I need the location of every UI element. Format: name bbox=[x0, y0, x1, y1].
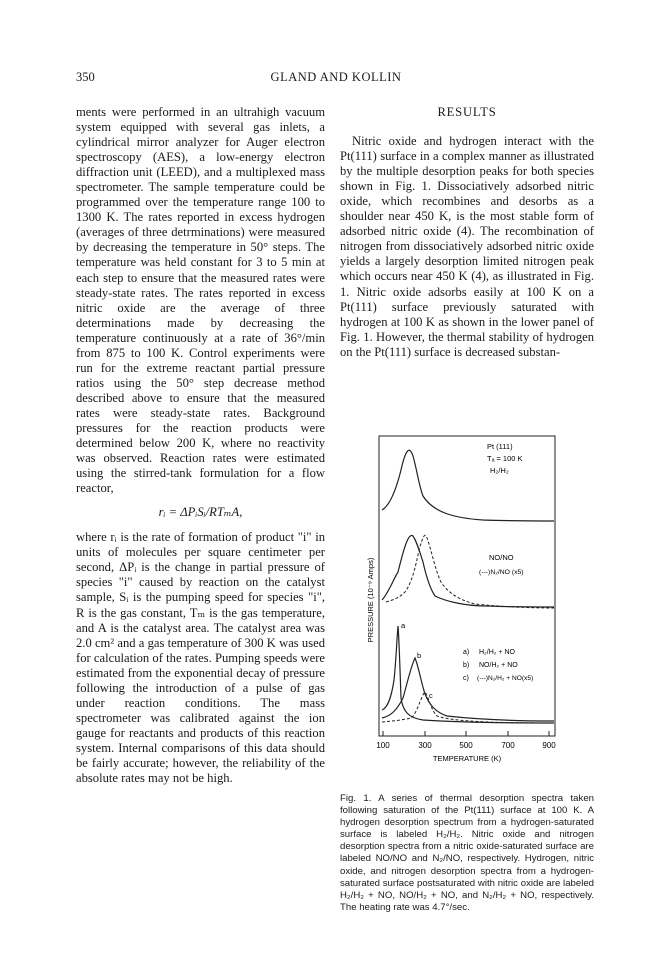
y-axis-label: PRESSURE (10⁻⁹ Amps) bbox=[366, 557, 375, 643]
legend-entry-a: H₂/H₂ + NO bbox=[479, 649, 515, 656]
figure-caption: Fig. 1. A series of thermal desorption spectra taken following saturation of the Pt(111) surface at 100 K. A hydrogen desorption spectrum from a hydrogen-saturated surface is labeled H₂/H₂. Nitric oxide and nitrogen desorption spectra from a nitric oxide-saturated surface are labeled NO/NO and N₂/NO, respectively. Hydrogen, nitric oxide, and nitrogen desorption spectra from a hydrogen-saturated surface postsaturated with nitric oxide are labeled H₂/H₂ + NO, NO/H₂ + NO, and N₂/H₂ + NO, respectively. The heating rate was 4.7°/sec. bbox=[340, 793, 594, 913]
curve-b-label: b bbox=[417, 651, 422, 660]
legend-key-c: c) bbox=[463, 675, 469, 682]
left-column bbox=[76, 105, 325, 786]
methods-paragraph: ments were performed in an ultrahigh vacuum system equipped with several gas inlets, a cylindrical mirror analyzer for Auger electron spectroscopy (AES), a low-energy electron diffraction unit (LEED), and a multiplexed mass spectrometer. The sample temperature could be programmed over the temperature range 100 to 1300 K. The rates reported in excess hydrogen (averages of three detrminations) were measured by decreasing the temperature in 50° steps. The temperature was held constant for 3 to 5 min at each step to ensure that the measured rates were steady-state rates. The rates reported in excess nitric oxide are the average of three determinations made by decreasing the temperature continuously at a rate of 36°/min from 875 to 100 K. Control experiments were run for the extreme reactant partial pressure ratios using the 50° step decrease method described above to ensure that the measured rates were steady-state rates. Background pressures for the reaction products were determined below 200 K, where no reactivity was observed. Reaction rates were estimated using the stirred-tank formulation for a flow reactor, bbox=[76, 105, 325, 496]
page-header bbox=[76, 70, 596, 86]
curve-h2-h2 bbox=[382, 450, 554, 521]
legend-key-a: a) bbox=[463, 649, 470, 656]
curve-no-no bbox=[382, 535, 554, 607]
x-tick-label: 100 bbox=[376, 741, 390, 750]
x-tick-label: 900 bbox=[542, 741, 556, 750]
curve-n2-no-dashed bbox=[386, 535, 554, 608]
running-title: GLAND AND KOLLIN bbox=[270, 70, 402, 84]
page-number: 350 bbox=[76, 70, 95, 84]
x-axis-label: TEMPERATURE (K) bbox=[432, 754, 502, 763]
results-paragraph: Nitric oxide and hydrogen interact with the Pt(111) surface in a complex manner as illustrated by the multiple desorption peaks for both species shown in Fig. 1. Dissociatively adsorbed nitric oxide, which recombines and desorbs as a shoulder near 450 K, is the most stable form of adsorbed nitric oxide (4). The recombination of nitrogen from dissociatively adsorbed nitric oxide yields a largely desorption limited nitrogen peak which occurs near 450 K (4), as illustrated in Fig. 1. Nitric oxide adsorbs easily at 100 K on a Pt(111) surface previously saturated with hydrogen at 100 K as shown in the lower panel of Fig. 1. However, the thermal stability of hydrogen on the Pt(111) surface is decreased substan- bbox=[340, 134, 594, 359]
x-tick-label: 500 bbox=[459, 741, 473, 750]
panel-mid-label-1: NO/NO bbox=[489, 553, 514, 562]
panel-top-label-3: H₂/H₂ bbox=[490, 466, 509, 475]
panel-top-label-2: Tₐ = 100 K bbox=[487, 454, 523, 463]
rate-equation: rᵢ = ΔPᵢSᵢ/RTₘA, bbox=[158, 505, 243, 520]
legend-entry-c: (---)N₂/H₂ + NO(x5) bbox=[477, 675, 534, 682]
x-tick-label: 700 bbox=[501, 741, 515, 750]
desorption-spectra-plot bbox=[363, 430, 563, 770]
legend-entry-b: NO/H₂ + NO bbox=[479, 662, 518, 669]
x-tick-label: 300 bbox=[418, 741, 432, 750]
right-column bbox=[340, 105, 594, 360]
equation-explanation-paragraph: where rᵢ is the rate of formation of product "i" in units of molecules per square centimeter per second, ΔPᵢ is the change in partial pressure of species "i" caused by reaction on the catalyst sample, Sᵢ is the pumping speed for species "i", R is the gas constant, Tₘ is the gas temperature, and A is the catalyst area. The catalyst area was 2.0 cm² and a gas temperature of 300 K was used for calculation of the rates. Pumping speeds were estimated from the exponential decay of pressure following the introduction of a pulse of gas under reaction conditions. The mass spectrometer was calibrated against the ion gauge for reactants and products of this reaction system. Internal comparisons of this data should be fairly accurate; however, the reliability of the absolute rates may not be high. bbox=[76, 530, 325, 786]
curve-a-label: a bbox=[401, 621, 406, 630]
legend-key-b: b) bbox=[463, 662, 470, 669]
x-ticks bbox=[383, 731, 549, 736]
figure-1 bbox=[363, 430, 563, 770]
curve-c-label: c bbox=[429, 691, 433, 700]
panel-mid-label-2: (---)N₂/NO (x5) bbox=[479, 569, 524, 576]
panel-top-label-1: Pt (111) bbox=[487, 442, 513, 451]
section-title: RESULTS bbox=[437, 105, 497, 119]
